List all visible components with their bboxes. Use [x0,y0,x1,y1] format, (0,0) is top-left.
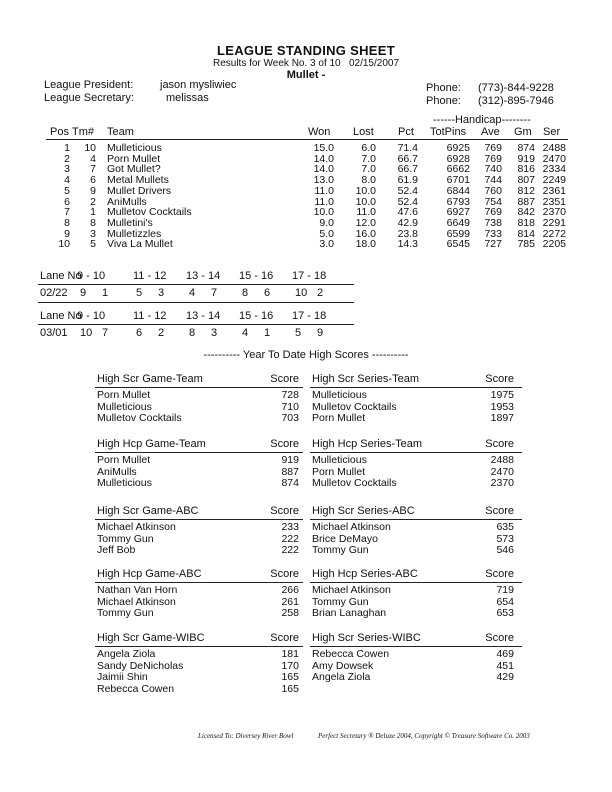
ytd-entry-score: 258 [281,607,299,619]
standings-cell-col-ser: 2470 [542,152,566,165]
ytd-entry-score: 261 [281,595,299,608]
ytd-entry-name: Mulletov Cocktails [312,400,397,413]
ytd-box-rule [95,519,303,520]
ytd-entry-name: Mulleticious [312,389,367,401]
standings-cell-col-ave: 744 [484,174,502,187]
ytd-entry-name: Nathan Van Horn [97,584,178,596]
ytd-entry-name: Brian Lanaghan [312,607,387,619]
lane-rule-bottom [38,302,354,303]
standings-cell-col-pct: 61.9 [397,174,418,187]
ytd-entry-name: Porn Mullet [312,465,366,478]
secretary-phone: (312)-895-7946 [478,95,554,107]
standings-cell-col-lost: 7.0 [361,152,376,165]
standings-cell-col-ser: 2249 [542,174,566,187]
standings-cell-col-won: 14.0 [313,152,334,165]
lane-date: 02/22 [40,287,68,299]
standings-cell-col-won: 3.0 [319,238,334,251]
ytd-entry-score: 719 [496,584,514,596]
standings-cell-col-ser: 2291 [542,216,566,229]
standings-cell-col-totpins: 6649 [446,216,470,229]
lane-date: 03/01 [40,327,68,339]
standings-cell-col-tm: 8 [90,216,96,229]
ytd-entry-name: Tommy Gun [97,607,154,619]
standings-cell-col-tm: 6 [90,174,96,187]
ytd-box-title: High Hcp Series-ABC [312,568,418,580]
ytd-entry-name: Amy Dowsek [312,659,374,672]
standings-cell-col-lost: 7.0 [361,163,376,176]
standings-cell-col-ave: 754 [484,195,502,208]
ytd-entry-score: 710 [281,400,299,413]
ytd-box-rule [310,519,522,520]
ytd-box-title: High Scr Series-Team [312,373,419,385]
lane-team-a: 5 [136,287,143,299]
ytd-entry-name: Porn Mullet [312,412,366,424]
lane-team-b: 3 [211,327,218,339]
ytd-score-label: Score [270,373,299,385]
ytd-entry-name: Mulletov Cocktails [312,477,397,489]
standings-cell-col-team: Mulletini's [107,216,153,229]
ytd-entry-score: 233 [281,521,299,533]
ytd-score-label: Score [270,505,299,517]
lane-team-b: 9 [317,327,324,339]
header-col-pct: Pct [398,126,414,138]
standings-cell-col-team: AniMulls [107,195,147,208]
standings-cell-col-totpins: 6662 [446,163,470,176]
ytd-box-rule [95,646,303,647]
lane-team-b: 1 [264,327,271,339]
header-col-won: Won [308,126,331,138]
lane-pair: 17 - 18 [292,270,327,282]
standings-cell-col-tm: 10 [84,142,96,154]
standings-cell-col-ser: 2334 [542,163,566,176]
standings-cell-col-gm: 887 [517,195,535,208]
standings-cell-col-ser: 2205 [542,238,566,251]
ytd-box-title: High Scr Game-WIBC [97,632,205,644]
standings-cell-col-pos: 10 [58,238,70,251]
standings-cell-col-gm: 807 [517,174,535,187]
ytd-box-rule [310,452,522,453]
ytd-score-label: Score [485,568,514,580]
header-col-totpins: TotPins [430,126,467,138]
standings-cell-col-won: 10.0 [313,206,334,219]
standings-cell-col-totpins: 6701 [446,174,470,187]
ytd-entry-name: Porn Mullet [97,454,151,466]
lane-rule [38,324,354,325]
standings-cell-col-team: Mulletov Cocktails [107,206,192,219]
standings-cell-col-lost: 18.0 [355,238,376,251]
ytd-box-rule [95,387,303,388]
ytd-box-title: High Scr Series-WIBC [312,632,421,644]
ytd-entry-score: 222 [281,532,299,545]
standings-cell-col-totpins: 6844 [446,184,470,197]
lane-pair: 13 - 14 [186,270,221,282]
header-col-team: Team [107,126,134,138]
ytd-entry-name: Brice DeMayo [312,532,378,545]
standings-cell-col-won: 15.0 [313,142,334,154]
lane-pair: 11 - 12 [133,270,167,282]
ytd-entry-score: 919 [281,454,299,466]
lane-team-b: 3 [158,287,165,299]
standings-cell-col-ave: 740 [484,163,502,176]
ytd-entry-score: 165 [281,682,299,695]
president-label: League President: [44,79,134,91]
ytd-entry-score: 654 [496,595,514,608]
standings-cell-col-lost: 10.0 [355,184,376,197]
standings-cell-col-tm: 3 [90,227,96,240]
standings-cell-col-pos: 5 [64,184,70,197]
ytd-entry-score: 222 [281,544,299,556]
header-col-gm: Gm [514,126,532,138]
standings-cell-col-gm: 818 [517,216,535,229]
standings-cell-col-gm: 814 [517,227,535,240]
lane-team-a: 10 [295,287,308,299]
ytd-score-label: Score [270,438,299,450]
standings-cell-col-ave: 727 [484,238,502,251]
lane-team-a: 8 [189,327,196,339]
header-col-ave: Ave [481,126,500,138]
lane-pair: 9 - 10 [77,270,106,282]
lane-team-a: 5 [295,327,302,339]
ytd-entry-name: Rebecca Cowen [97,682,175,695]
standings-cell-col-ave: 733 [484,227,502,240]
lane-pair: 15 - 16 [239,310,274,322]
standings-cell-col-team: Viva La Mullet [107,238,173,251]
standings-cell-col-ave: 760 [484,184,502,197]
ytd-box-rule [310,582,522,583]
header-col-lost: Lost [353,126,374,138]
ytd-box-rule [95,582,303,583]
ytd-entry-score: 573 [496,532,514,545]
standings-cell-col-tm: 2 [90,195,96,208]
standings-cell-col-won: 5.0 [319,227,334,240]
standings-cell-col-pos: 3 [64,163,70,176]
standings-cell-col-ave: 769 [484,152,502,165]
standings-header-rule [46,139,568,140]
page-title: LEAGUE STANDING SHEET [217,43,395,58]
results-week: Results for Week No. 3 of 10 [212,58,341,69]
ytd-entry-score: 266 [281,584,299,596]
standings-cell-col-team: Got Mullet? [107,163,161,176]
president-phone: (773)-844-9228 [478,82,554,94]
ytd-entry-score: 165 [281,671,299,683]
standings-cell-col-pos: 9 [64,227,70,240]
lane-team-b: 6 [264,287,271,299]
ytd-entry-score: 874 [281,477,299,489]
standings-cell-col-team: Mulletizzles [107,227,162,240]
ytd-score-label: Score [485,438,514,450]
lane-team-b: 7 [102,327,109,339]
ytd-entry-name: Jeff Bob [97,544,136,556]
ytd-entry-name: Tommy Gun [97,532,154,545]
standings-cell-col-pct: 47.6 [397,206,418,219]
secretary-phone-label: Phone: [426,95,461,107]
lane-team-a: 6 [136,327,143,339]
results-date: 02/15/2007 [348,58,400,69]
standings-cell-col-team: Metal Mullets [107,174,169,187]
ytd-entry-score: 451 [496,659,514,672]
ytd-score-label: Score [485,373,514,385]
footer-copyright: Perfect Secretary ® Deluxe 2004, Copyright © Treasure Software Co. 2003 [318,732,530,740]
ytd-entry-score: 181 [281,648,299,660]
standings-cell-col-lost: 11.0 [356,206,376,219]
ytd-entry-score: 2370 [490,477,514,489]
standings-cell-col-gm: 816 [517,163,535,176]
ytd-heading: ---------- Year To Date High Scores ---------- [203,349,409,361]
standings-cell-col-ser: 2361 [542,184,566,197]
ytd-entry-score: 2470 [490,465,514,478]
ytd-entry-score: 653 [496,607,514,619]
standings-cell-col-team: Porn Mullet [107,152,161,165]
standings-cell-col-won: 9.0 [319,216,334,229]
ytd-entry-score: 703 [281,412,299,424]
standings-cell-col-ser: 2488 [542,142,566,154]
lane-label: Lane No [40,270,82,282]
ytd-entry-score: 887 [281,465,299,478]
ytd-box-title: High Hcp Series-Team [312,438,423,450]
standings-cell-col-gm: 785 [517,238,535,251]
standings-cell-col-totpins: 6928 [446,152,470,165]
standings-cell-col-pct: 23.8 [397,227,418,240]
ytd-entry-name: Michael Atkinson [97,595,176,608]
standings-cell-col-ave: 769 [484,206,502,219]
standings-cell-col-team: Mulleticious [107,142,162,154]
ytd-box-rule [310,646,522,647]
standings-cell-col-tm: 1 [90,206,96,219]
ytd-box-title: High Hcp Game-Team [97,438,206,450]
standings-cell-col-pct: 14.3 [397,238,418,251]
standings-cell-col-ser: 2272 [542,227,566,240]
ytd-entry-score: 546 [496,544,514,556]
ytd-entry-score: 1953 [490,400,514,413]
ytd-entry-name: Tommy Gun [312,544,369,556]
ytd-entry-name: Rebecca Cowen [312,648,390,660]
ytd-entry-name: Porn Mullet [97,389,151,401]
standings-cell-col-ser: 2370 [542,206,566,219]
ytd-entry-score: 635 [496,521,514,533]
lane-team-a: 10 [80,327,93,339]
league-name: Mullet - [286,69,326,81]
ytd-box-title: High Scr Series-ABC [312,505,415,517]
header-col-pos: Pos [50,126,69,138]
standings-cell-col-pct: 66.7 [397,163,418,176]
standings-cell-col-team: Mullet Drivers [107,184,172,197]
standings-cell-col-ave: 738 [484,216,502,229]
ytd-entry-score: 2488 [490,454,514,466]
standings-cell-col-ave: 769 [484,142,502,154]
ytd-entry-score: 1897 [490,412,514,424]
standings-cell-col-won: 11.0 [314,184,334,197]
ytd-score-label: Score [485,632,514,644]
standings-cell-col-gm: 919 [517,152,535,165]
ytd-entry-name: Mulletov Cocktails [97,412,182,424]
standings-cell-col-totpins: 6793 [446,195,470,208]
footer-license: Licensed To: Diversey River Bowl [198,732,294,740]
lane-team-a: 9 [80,287,87,299]
standings-cell-col-pct: 52.4 [397,184,418,197]
standings-cell-col-pos: 8 [64,216,70,229]
ytd-box-title: High Hcp Game-ABC [97,568,202,580]
secretary-label: League Secretary: [44,92,134,104]
president-name: jason mysliwiec [160,79,237,91]
lane-pair: 13 - 14 [186,310,221,322]
standings-cell-col-won: 13.0 [313,174,334,187]
standings-cell-col-lost: 8.0 [361,174,376,187]
ytd-box-title: High Scr Game-ABC [97,505,199,517]
standings-cell-col-pct: 42.9 [397,216,418,229]
ytd-entry-score: 1975 [490,389,514,401]
standings-cell-col-pos: 4 [64,174,70,187]
standings-cell-col-won: 11.0 [314,195,334,208]
standings-cell-col-pct: 52.4 [397,195,418,208]
ytd-entry-score: 469 [496,648,514,660]
standings-cell-col-totpins: 6599 [446,227,470,240]
lane-label: Lane No [40,310,82,322]
ytd-entry-name: Sandy DeNicholas [97,659,184,672]
lane-pair: 11 - 12 [133,310,167,322]
standings-cell-col-tm: 9 [90,184,96,197]
ytd-score-label: Score [485,505,514,517]
ytd-entry-name: Michael Atkinson [97,521,176,533]
lane-pair: 17 - 18 [292,310,327,322]
standings-cell-col-gm: 812 [517,184,535,197]
header-col-ser: Ser [543,126,561,138]
ytd-box-rule [310,387,522,388]
ytd-box-rule [95,452,303,453]
president-phone-label: Phone: [426,82,461,94]
results-subtitle [0,58,612,69]
standings-cell-col-lost: 10.0 [355,195,376,208]
ytd-score-label: Score [270,568,299,580]
standings-cell-col-pos: 2 [64,152,70,165]
header-col-tm: Tm# [72,126,94,138]
ytd-entry-name: Mulleticious [312,454,367,466]
standings-cell-col-totpins: 6927 [446,206,470,219]
standings-cell-col-tm: 5 [90,238,96,251]
standings-cell-col-gm: 874 [517,142,535,154]
standings-cell-col-pct: 66.7 [397,152,418,165]
standings-cell-col-tm: 7 [90,163,96,176]
ytd-entry-score: 170 [281,659,299,672]
ytd-entry-score: 728 [281,389,299,401]
lane-team-a: 4 [242,327,249,339]
lane-pair: 9 - 10 [77,310,106,322]
standings-cell-col-gm: 842 [517,206,535,219]
ytd-entry-name: Mulleticious [97,400,152,413]
standings-cell-col-lost: 16.0 [355,227,376,240]
ytd-entry-name: AniMulls [97,465,137,478]
standings-cell-col-pos: 7 [64,206,70,219]
standings-cell-col-totpins: 6925 [446,142,470,154]
ytd-entry-name: Angela Ziola [97,648,156,660]
handicap-header: ------Handicap-------- [433,114,531,126]
ytd-entry-name: Michael Atkinson [312,584,391,596]
lane-team-b: 2 [317,287,324,299]
secretary-name: melissas [166,92,209,104]
ytd-entry-name: Tommy Gun [312,595,369,608]
lane-team-b: 7 [211,287,218,299]
lane-team-a: 8 [242,287,249,299]
standings-cell-col-won: 14.0 [313,163,334,176]
lane-team-a: 4 [189,287,196,299]
standings-cell-col-totpins: 6545 [446,238,470,251]
ytd-box-title: High Scr Game-Team [97,373,203,385]
ytd-entry-name: Mulleticious [97,477,152,489]
lane-pair: 15 - 16 [239,270,274,282]
ytd-score-label: Score [270,632,299,644]
ytd-entry-name: Angela Ziola [312,671,371,683]
ytd-entry-score: 429 [496,671,514,683]
standings-cell-col-tm: 4 [90,152,96,165]
lane-rule [38,284,354,285]
lane-team-b: 2 [158,327,165,339]
standings-cell-col-pct: 71.4 [397,142,418,154]
ytd-entry-name: Michael Atkinson [312,521,391,533]
standings-cell-col-lost: 12.0 [355,216,376,229]
ytd-entry-name: Jaimii Shin [97,671,148,683]
standings-cell-col-pos: 1 [64,142,70,154]
lane-team-b: 1 [102,287,109,299]
standings-cell-col-lost: 6.0 [361,142,376,154]
standings-cell-col-pos: 6 [64,195,70,208]
standings-cell-col-ser: 2351 [542,195,566,208]
